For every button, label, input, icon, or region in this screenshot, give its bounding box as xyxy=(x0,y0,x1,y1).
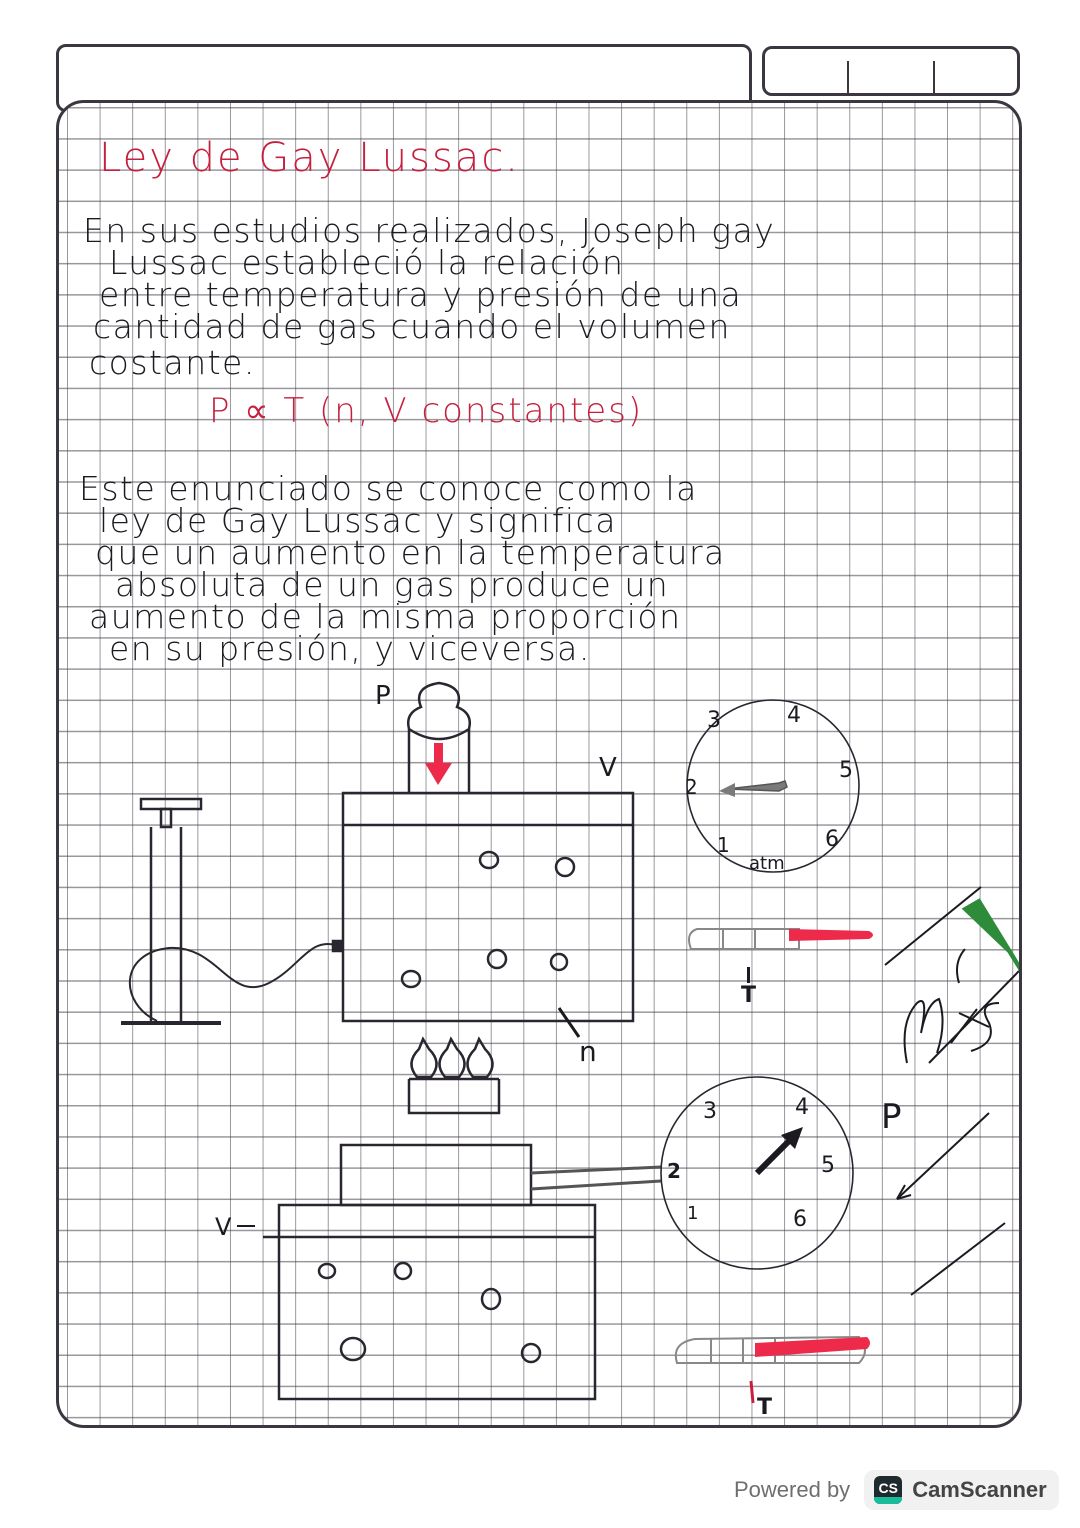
formula: P ∝ T (n, V constantes) xyxy=(209,391,644,431)
text-line: cantidad de gas cuando el volumen xyxy=(93,307,731,346)
text-line: aumento de la misma proporción xyxy=(89,597,682,636)
volume-label-bottom: V xyxy=(215,1213,232,1241)
thermometer-tick xyxy=(747,967,750,983)
thermometer-label-bottom: T xyxy=(757,1395,773,1420)
gauge-number: 5 xyxy=(839,758,853,783)
volume-dash xyxy=(237,1225,255,1227)
gas-molecules xyxy=(402,852,574,987)
grid-sheet xyxy=(56,100,1022,1428)
camscanner-logo-icon: CS xyxy=(874,1476,902,1504)
powered-by-text: Powered by xyxy=(734,1477,851,1502)
gauge-number: 1 xyxy=(717,833,730,857)
thermometer-bottom-icon xyxy=(676,1337,870,1403)
pressure-arrow-icon xyxy=(425,743,452,785)
gauge-number: 2 xyxy=(667,1159,681,1183)
thermometer-label: T xyxy=(741,983,757,1008)
gauge-number: 4 xyxy=(787,703,801,728)
text-line: costante. xyxy=(89,343,256,382)
gauge-number: 1 xyxy=(687,1203,699,1224)
date-box xyxy=(762,46,1020,96)
text-line: ley de Gay Lussac y significa xyxy=(99,501,617,540)
pressure-label: P xyxy=(375,681,391,711)
text-line: entre temperatura y presión de una xyxy=(99,275,743,314)
gas-molecules-bottom xyxy=(319,1263,540,1362)
gauge-number: 4 xyxy=(795,1095,809,1120)
bicycle-pump-icon xyxy=(121,799,341,1023)
moles-label: n xyxy=(579,1035,597,1068)
text-line: que un aumento en la temperatura xyxy=(95,533,726,572)
text-line: Lussac estableció la relación xyxy=(109,243,625,282)
camscanner-badge xyxy=(864,1470,1059,1510)
green-check-mark xyxy=(965,901,1019,983)
gauge-number: 3 xyxy=(703,1099,717,1124)
date-divider xyxy=(847,61,849,93)
gauge-number: 6 xyxy=(793,1207,807,1232)
pressure-increase-arrows xyxy=(897,1113,1005,1295)
date-divider xyxy=(933,61,935,93)
teacher-signature xyxy=(885,887,1019,1063)
brand-name: CamScanner xyxy=(912,1477,1047,1502)
scanner-watermark xyxy=(734,1470,1059,1510)
gauge-number: 5 xyxy=(821,1153,835,1178)
burner-icon xyxy=(409,1039,499,1113)
volume-label: V xyxy=(599,753,617,783)
gauge-number: 2 xyxy=(685,775,698,799)
thermometer-top-icon xyxy=(689,929,873,949)
gauge-number: 3 xyxy=(707,708,721,733)
diagram-canvas xyxy=(59,103,1019,1425)
gauge-unit: atm xyxy=(749,853,785,874)
text-line: En sus estudios realizados, Joseph gay xyxy=(83,211,776,250)
text-line: absoluta de un gas produce un xyxy=(115,565,670,604)
pressure-label-bottom: P xyxy=(881,1097,902,1137)
gas-container-bottom xyxy=(263,1145,661,1399)
gauge-number: 6 xyxy=(825,827,839,852)
page-title: Ley de Gay Lussac. xyxy=(99,135,521,181)
text-line: en su presión, y viceversa. xyxy=(109,629,591,668)
text-line: Este enunciado se conoce como la xyxy=(79,469,698,508)
